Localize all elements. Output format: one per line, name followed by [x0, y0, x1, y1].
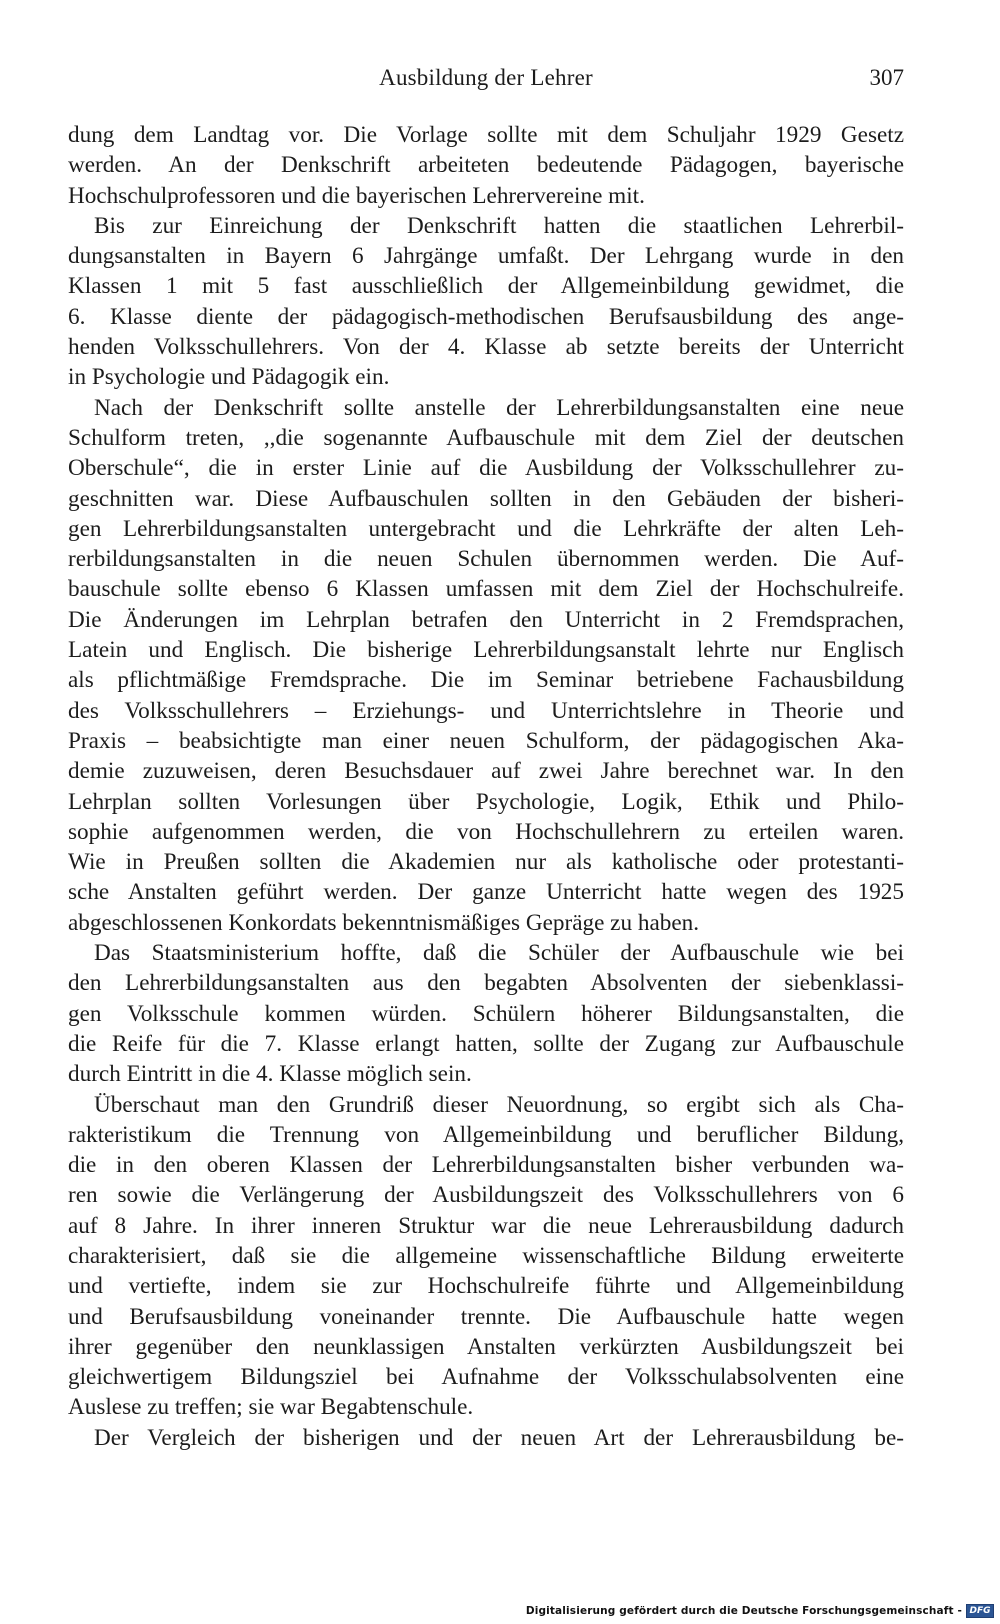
text-line: die in den oberen Klassen der Lehrerbildungsanstalten bisher verbunden wa- — [68, 1152, 904, 1179]
page-number: 307 — [869, 65, 904, 90]
paragraph — [68, 393, 904, 938]
funding-credit: Digitalisierung gefördert durch die Deutsche Forschungsgemeinschaft - — [525, 1605, 962, 1617]
running-title: Ausbildung der Lehrer — [379, 65, 593, 90]
text-line: und Berufsausbildung voneinander trennte. Die Aufbauschule hatte wegen — [68, 1303, 904, 1330]
text-line: geschnitten war. Diese Aufbauschulen sollten in den Gebäuden der bisheri- — [68, 485, 904, 512]
text-line: rerbildungsanstalten in die neuen Schulen übernommen werden. Die Auf- — [68, 546, 904, 573]
text-line: Latein und Englisch. Die bisherige Lehrerbildungsanstalt lehrte nur Englisch — [68, 637, 904, 664]
text-line: die Reife für die 7. Klasse erlangt hatten, sollte der Zugang zur Aufbauschule — [68, 1030, 904, 1057]
text-line: durch Eintritt in die 4. Klasse möglich sein. — [68, 1061, 472, 1088]
text-line: Oberschule“, die in erster Linie auf die Ausbildung der Volksschullehrer zu- — [68, 455, 904, 482]
text-line: des Volksschullehrers – Erziehungs- und Unterrichtslehre in Theorie und — [68, 697, 904, 724]
text-line: Auslese zu treffen; sie war Begabtenschule. — [68, 1394, 474, 1421]
text-line: in Psychologie und Pädagogik ein. — [68, 364, 390, 391]
paragraph — [68, 211, 904, 393]
text-line: rakteristikum die Trennung von Allgemeinbildung und beruflicher Bildung, — [68, 1121, 904, 1148]
text-line: Schulform treten, ,,die sogenannte Aufbauschule mit dem Ziel der deutschen — [68, 424, 904, 451]
text-line: Das Staatsministerium hoffte, daß die Schüler der Aufbauschule wie bei — [94, 940, 904, 967]
text-line: und vertiefte, indem sie zur Hochschulreife führte und Allgemeinbildung — [68, 1273, 904, 1300]
text-line: Klassen 1 mit 5 fast ausschließlich der Allgemeinbildung gewidmet, die — [68, 273, 904, 300]
text-line: Bis zur Einreichung der Denkschrift hatten die staatlichen Lehrerbil- — [94, 212, 904, 239]
text-line: charakterisiert, daß sie die allgemeine wissenschaftliche Bildung erweiterte — [68, 1242, 904, 1269]
text-line: Überschaut man den Grundriß dieser Neuordnung, so ergibt sich als Cha- — [94, 1091, 904, 1118]
text-line: Der Vergleich der bisherigen und der neuen Art der Lehrerausbildung be- — [94, 1424, 904, 1451]
text-line: Wie in Preußen sollten die Akademien nur als katholische oder protestanti- — [68, 849, 904, 876]
text-line: Praxis – beabsichtigte man einer neuen Schulform, der pädagogischen Aka- — [68, 727, 904, 754]
text-line: werden. An der Denkschrift arbeiteten bedeutende Pädagogen, bayerische — [68, 152, 904, 179]
text-line: Hochschulprofessoren und die bayerischen Lehrervereine mit. — [68, 182, 645, 209]
text-line: Lehrplan sollten Vorlesungen über Psychologie, Logik, Ethik und Philo- — [68, 788, 904, 815]
text-line: sche Anstalten geführt werden. Der ganze Unterricht hatte wegen des 1925 — [68, 879, 904, 906]
text-line: Nach der Denkschrift sollte anstelle der Lehrerbildungsanstalten eine neue — [94, 394, 904, 421]
text-line: den Lehrerbildungsanstalten aus den begabten Absolventen der siebenklassi- — [68, 970, 904, 997]
text-line: auf 8 Jahre. In ihrer inneren Struktur war die neue Lehrerausbildung dadurch — [68, 1212, 904, 1239]
digitization-footer — [526, 1602, 994, 1620]
text-line: als pflichtmäßige Fremdsprache. Die im Seminar betriebene Fachausbildung — [68, 667, 904, 694]
text-line: dung dem Landtag vor. Die Vorlage sollte mit dem Schuljahr 1929 Gesetz — [68, 122, 904, 148]
body-text — [68, 120, 904, 1453]
text-line: abgeschlossenen Konkordats bekenntnismäßiges Gepräge zu haben. — [68, 909, 700, 936]
paragraph — [68, 1423, 904, 1453]
text-line: gen Lehrerbildungsanstalten untergebracht und die Lehrkräfte der alten Leh- — [68, 515, 904, 542]
text-line: sophie aufgenommen werden, die von Hochschullehrern zu erteilen waren. — [68, 818, 904, 845]
text-line: Die Änderungen im Lehrplan betrafen den Unterricht in 2 Fremdsprachen, — [68, 606, 904, 633]
text-line: henden Volksschullehrers. Von der 4. Klasse ab setzte bereits der Unterricht — [68, 334, 904, 361]
paragraph — [68, 1090, 904, 1423]
text-line: bauschule sollte ebenso 6 Klassen umfassen mit dem Ziel der Hochschulreife. — [68, 576, 904, 603]
text-line: demie zuzuweisen, deren Besuchsdauer auf zwei Jahre berechnet war. In den — [68, 758, 904, 785]
text-line: 6. Klasse diente der pädagogisch-methodischen Berufsausbildung des ange- — [68, 303, 904, 330]
paragraph — [68, 120, 904, 211]
dfg-logo-icon: DFG — [966, 1604, 994, 1618]
text-line: ihrer gegenüber den neunklassigen Anstalten verkürzten Ausbildungszeit bei — [68, 1333, 904, 1360]
text-line: ren sowie die Verlängerung der Ausbildungszeit des Volksschullehrers von 6 — [68, 1182, 904, 1209]
text-line: gen Volksschule kommen würden. Schülern höherer Bildungsanstalten, die — [68, 1000, 904, 1027]
running-head — [68, 62, 904, 94]
text-line: gleichwertigem Bildungsziel bei Aufnahme der Volksschulabsolventen eine — [68, 1364, 904, 1391]
text-line: dungsanstalten in Bayern 6 Jahrgänge umfaßt. Der Lehrgang wurde in den — [68, 243, 904, 270]
paragraph — [68, 938, 904, 1089]
